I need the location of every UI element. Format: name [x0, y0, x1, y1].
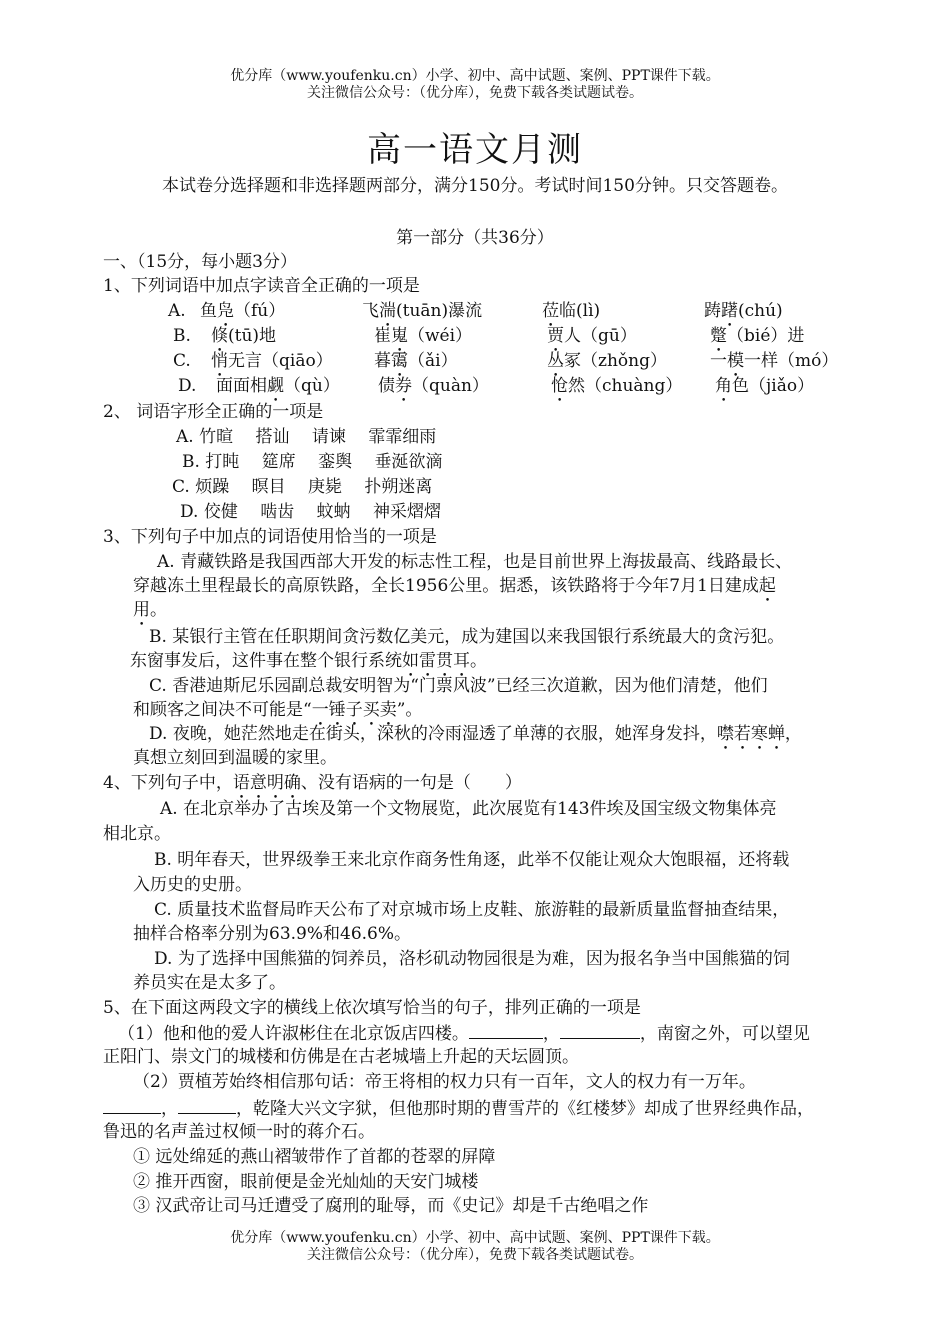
exam-intro: 本试卷分选择题和非选择题两部分，满分150分。考试时间150分钟。只交答题卷。 — [162, 176, 788, 196]
q1-b-item: 蹩（bié）进 — [710, 326, 805, 346]
q5-option-1: ① 远处绵延的燕山褶皱带作了首都的苍翠的屏障 — [133, 1147, 496, 1167]
header-line-1: 优分库（www.youfenku.cn）小学、初中、高中试题、案例、PPT课件下载。 — [230, 68, 720, 84]
q5-passage-2-line: ， ，乾隆大兴文字狱，但他那时期的曹雪芹的《红楼梦》却成了世界经典作品， — [103, 1096, 814, 1121]
q3-option-a-line: 用。 — [133, 600, 167, 620]
page-title: 高一语文月测 — [367, 130, 583, 170]
q1-option-label: D. — [178, 376, 197, 396]
q1-c-item: 悄无言（qiāo） — [211, 351, 333, 371]
section-heading: 一、（15分，每小题3分） — [103, 252, 297, 272]
q5-option-3: ③ 汉武帝让司马迁遭受了腐刑的耻辱，而《史记》却是千古绝唱之作 — [133, 1196, 649, 1216]
q4-option-b-line: B. 明年春天，世界级拳王来北京作商务性角逐，此举不仅能让观众大饱眼福，还将载 — [154, 850, 790, 870]
q1-option-label: B. — [173, 326, 191, 346]
q4-option-a-line: 相北京。 — [103, 824, 171, 844]
q3-option-c-line: C. 香港迪斯尼乐园副总裁安明智为“门票风波”已经三次道歉，因为他们清楚，他们 — [149, 676, 768, 696]
q1-a-item: 莅临(lì) — [542, 301, 601, 321]
q1-c-item: 暮霭（ǎi） — [374, 351, 458, 371]
q5-passage-2-line: （2）贾植芳始终相信那句话：帝王将相的权力只有一百年，文人的权力有一万年。 — [133, 1072, 756, 1092]
question-2-stem: 2、 词语字形全正确的一项是 — [103, 402, 324, 422]
q1-option-label: A. — [168, 301, 186, 321]
q1-c-item: 丛冢（zhǒng） — [547, 351, 667, 371]
q1-b-item: 倏(tū)地 — [211, 326, 277, 346]
q4-option-c-line: C. 质量技术监督局昨天公布了对京城市场上皮鞋、旅游鞋的最新质量监督抽查结果， — [154, 900, 790, 920]
header-line-2: 关注微信公众号：（优分库），免费下载各类试题试卷。 — [307, 85, 643, 101]
q1-c-item: 一模一样（mó） — [710, 351, 839, 371]
footer-line-1: 优分库（www.youfenku.cn）小学、初中、高中试题、案例、PPT课件下载。 — [230, 1230, 720, 1246]
q1-b-item: 贾人（gū） — [547, 326, 637, 346]
q1-d-item: 债券（quàn） — [378, 376, 489, 396]
q2-option-d: D. 佼健 啮齿 蚊蚋 神采熠熠 — [180, 502, 442, 522]
q3-option-b-line: B. 某银行主管在任职期间贪污数亿美元，成为建国以来我国银行系统最大的贪污犯。 — [149, 627, 785, 647]
q4-option-b-line: 入历史的史册。 — [133, 875, 252, 895]
q4-option-a-line: A. 在北京举办了古埃及第一个文物展览，此次展览有143件埃及国宝级文物集体亮 — [160, 799, 777, 819]
q1-d-item: 面面相觑（qù） — [216, 376, 340, 396]
answer-blank — [469, 1021, 543, 1039]
q1-d-item: 怆然（chuàng） — [551, 376, 683, 396]
part-title: 第一部分（共36分） — [396, 228, 554, 248]
q5-passage-1-line: 正阳门、崇文门的城楼和仿佛是在古老城墙上升起的天坛圆顶。 — [103, 1047, 579, 1067]
q3-option-d-line: 真想立刻回到温暖的家里。 — [133, 748, 337, 768]
question-4-stem: 4、下列句子中，语意明确、没有语病的一句是（ ） — [103, 773, 522, 793]
footer-line-2: 关注微信公众号：（优分库），免费下载各类试题试卷。 — [307, 1247, 643, 1263]
q2-option-a: A. 竹暄 搭讪 请谏 霏霏细雨 — [176, 427, 437, 447]
q1-a-item: 踌躇(chú) — [704, 301, 783, 321]
q4-option-d-line: 养员实在是太多了。 — [133, 973, 286, 993]
question-1-stem: 1、下列词语中加点字读音全正确的一项是 — [103, 276, 420, 296]
q1-option-label: C. — [173, 351, 191, 371]
q3-option-d-line: D. 夜晚，她茫然地走在街头，深秋的冷雨湿透了单薄的衣服，她浑身发抖，噤若寒蝉， — [149, 724, 802, 744]
q3-option-a-line: A. 青藏铁路是我国西部大开发的标志性工程，也是目前世界上海拔最高、线路最长、 — [157, 552, 793, 572]
q1-a-item: 鱼凫（fú） — [200, 301, 286, 321]
answer-blank — [103, 1096, 161, 1114]
q3-option-a-line: 穿越冻土里程最长的高原铁路，全长1956公里。据悉，该铁路将于今年7月1日建成起 — [133, 576, 776, 596]
q1-d-item: 角色（jiǎo） — [715, 376, 815, 396]
q2-option-c: C. 烦躁 暝目 庚毙 扑朔迷离 — [172, 477, 433, 497]
q2-option-b: B. 打盹 筵席 銮舆 垂涎欲滴 — [182, 452, 443, 472]
question-5-stem: 5、在下面这两段文字的横线上依次填写恰当的句子，排列正确的一项是 — [103, 998, 641, 1018]
q1-b-item: 崔嵬（wéi） — [374, 326, 473, 346]
q3-option-b-line: 东窗事发后，这件事在整个银行系统如雷贯耳。 — [130, 651, 487, 671]
q5-passage-2-line: 鲁迅的名声盖过权倾一时的蒋介石。 — [103, 1122, 375, 1142]
q5-passage-1-line: （1）他和他的爱人许淑彬住在北京饭店四楼。 ， ，南窗之外，可以望见 — [118, 1021, 810, 1046]
answer-blank — [560, 1021, 640, 1039]
q4-option-c-line: 抽样合格率分别为63.9%和46.6%。 — [133, 924, 412, 944]
q5-option-2: ② 推开西窗，眼前便是金光灿灿的天安门城楼 — [133, 1172, 479, 1192]
q1-a-item: 飞湍(tuān)瀑流 — [362, 301, 483, 321]
q4-option-d-line: D. 为了选择中国熊猫的饲养员，洛杉矶动物园很是为难，因为报名争当中国熊猫的饲 — [154, 949, 790, 969]
q3-option-c-line: 和顾客之间决不可能是“一锤子买卖”。 — [133, 700, 423, 720]
question-3-stem: 3、下列句子中加点的词语使用恰当的一项是 — [103, 527, 437, 547]
answer-blank — [178, 1096, 236, 1114]
